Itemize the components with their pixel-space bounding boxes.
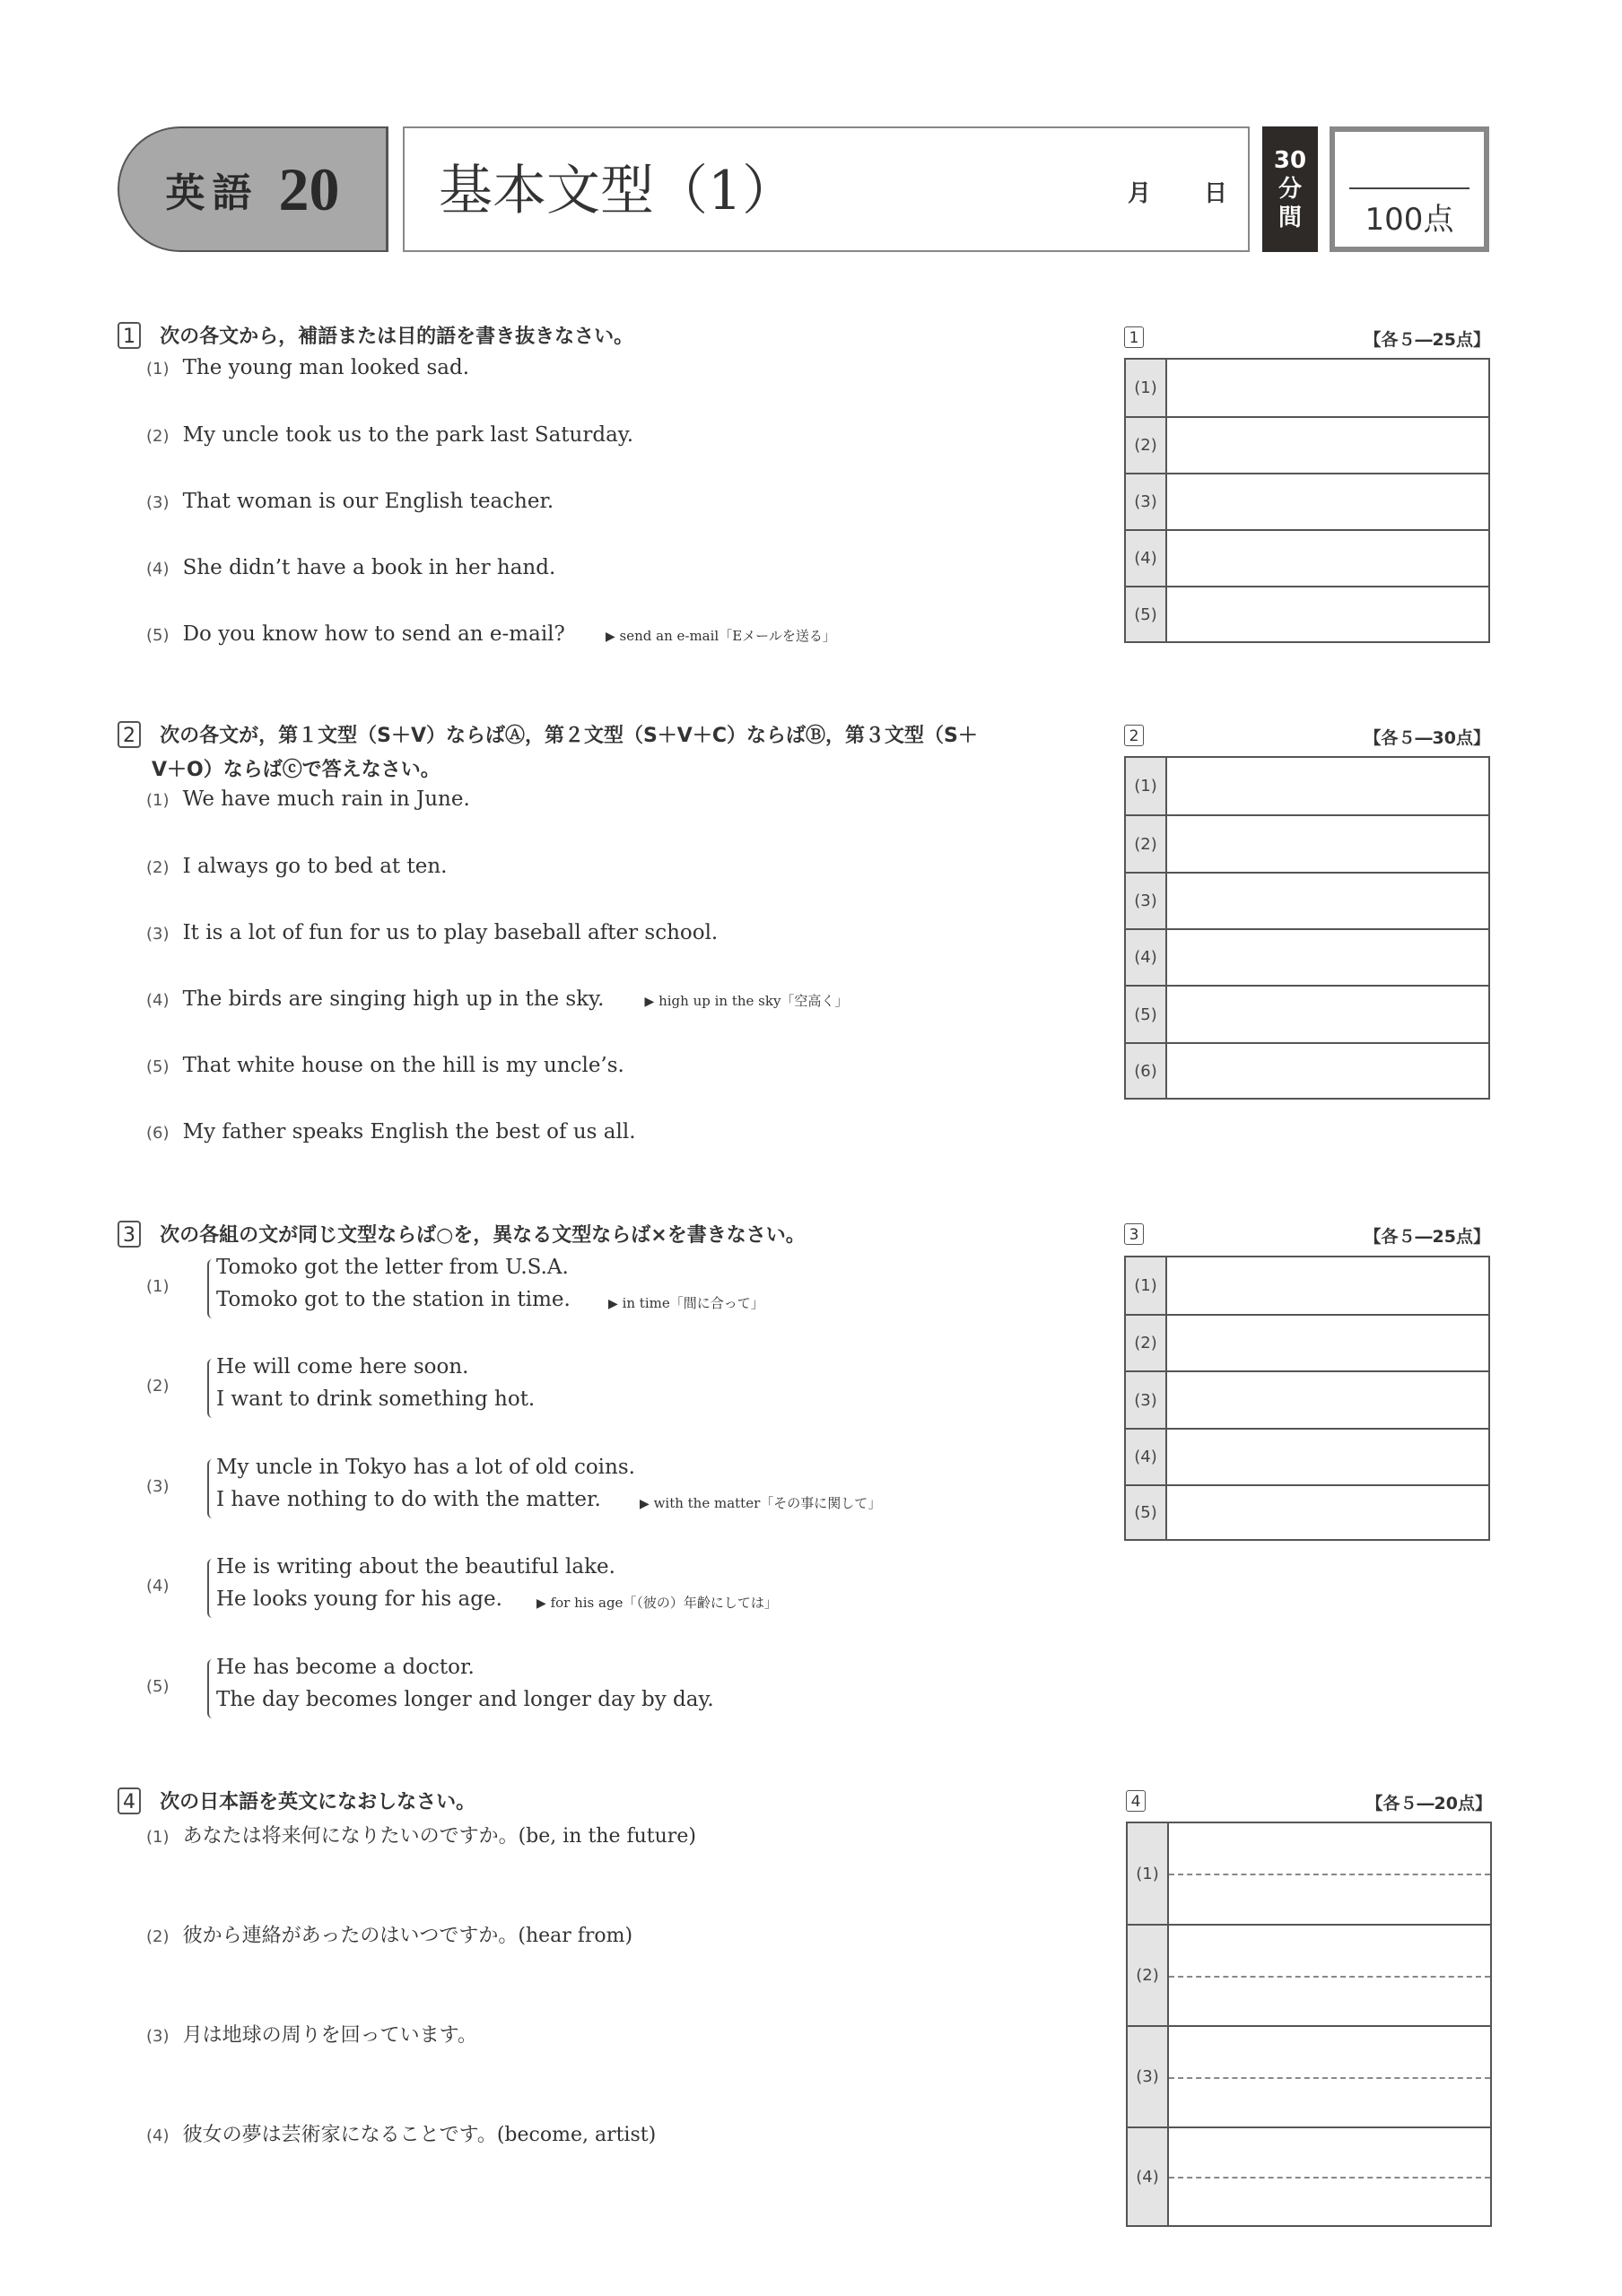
unit-number: 20 <box>278 154 340 223</box>
item-text: She didn’t have a book in her hand. <box>182 556 556 579</box>
item-number: (3) <box>146 1477 170 1496</box>
answer-field[interactable] <box>1167 1372 1488 1428</box>
time-limit-unit-2: 間 <box>1278 204 1302 231</box>
question-instruction-line-1: 次の各文が，第１文型（S＋V）ならばⒶ，第２文型（S＋V＋C）ならばⒷ，第３文型（S＋ <box>160 725 978 747</box>
answer-sheet-2-header <box>1124 725 1490 749</box>
time-limit-number: 30 <box>1273 147 1307 174</box>
answer-question-number: 4 <box>1126 1790 1146 1812</box>
vocabulary-note <box>606 628 836 644</box>
answer-row <box>1126 928 1488 985</box>
list-item <box>146 356 469 379</box>
answer-row <box>1126 1314 1488 1370</box>
list-item <box>146 855 447 878</box>
answer-field[interactable] <box>1167 1316 1488 1370</box>
row-label: (2) <box>1126 418 1167 473</box>
answer-row <box>1128 1823 1490 1924</box>
answer-field[interactable] <box>1167 1486 1488 1539</box>
row-label: (5) <box>1126 1486 1167 1539</box>
item-number: (5) <box>146 1677 170 1696</box>
question-4-header <box>118 1786 475 1820</box>
answer-field[interactable] <box>1167 360 1488 416</box>
sentence-line-1: He has become a doctor. <box>216 1656 475 1679</box>
subject-name: 英語 <box>165 170 259 216</box>
item-number: (1) <box>146 1828 170 1847</box>
vocabulary-note <box>645 993 849 1009</box>
item-number: (2) <box>146 1927 170 1946</box>
item-text: My father speaks English the best of us all. <box>182 1120 636 1144</box>
brace <box>207 1359 216 1418</box>
points-label: 【各５―25点】 <box>1364 1227 1490 1247</box>
answer-table-3 <box>1124 1256 1490 1541</box>
row-label: (4) <box>1126 1430 1167 1484</box>
answer-row <box>1126 1428 1488 1484</box>
row-label: (3) <box>1128 2027 1169 2126</box>
row-label: (1) <box>1126 360 1167 416</box>
brace <box>207 1459 216 1518</box>
item-text: 彼女の夢は芸術家になることです。(become, artist) <box>182 2124 657 2146</box>
list-item <box>146 1120 636 1144</box>
item-text: We have much rain in June. <box>182 787 470 811</box>
item-number: (4) <box>146 560 170 578</box>
item-text: My uncle took us to the park last Saturday. <box>182 423 634 447</box>
item-text: That woman is our English teacher. <box>182 490 554 513</box>
answer-field[interactable] <box>1167 1044 1488 1098</box>
question-instruction: 次の日本語を英文になおしなさい。 <box>160 1791 476 1813</box>
answer-table-4 <box>1126 1822 1492 2227</box>
row-label: (3) <box>1126 1372 1167 1428</box>
brace <box>207 1259 216 1318</box>
row-label: (2) <box>1126 816 1167 872</box>
vocabulary-note <box>640 1493 881 1512</box>
answer-row <box>1126 758 1488 814</box>
answer-row <box>1128 2126 1490 2225</box>
row-label: (4) <box>1126 531 1167 586</box>
item-number: (1) <box>146 791 170 810</box>
item-number: (6) <box>146 1124 170 1143</box>
sentence-line-2: The day becomes longer and longer day by day. <box>216 1688 714 1711</box>
row-label: (2) <box>1128 1926 1169 2025</box>
date-day-field[interactable]: 日 <box>1204 180 1228 207</box>
item-number: (1) <box>146 1277 170 1296</box>
list-item <box>146 921 718 944</box>
sentence-line-1: My uncle in Tokyo has a lot of old coins. <box>216 1456 635 1479</box>
note-text: high up in the sky「空高く」 <box>658 993 849 1009</box>
answer-row <box>1126 1042 1488 1098</box>
answer-field[interactable] <box>1169 2027 1490 2126</box>
triangle-marker-icon: ▶ <box>605 630 615 644</box>
answer-row <box>1126 985 1488 1042</box>
sentence-line-1: He will come here soon. <box>216 1355 469 1378</box>
date-month-field[interactable]: 月 <box>1128 180 1152 207</box>
answer-field[interactable] <box>1169 2128 1490 2225</box>
triangle-marker-icon: ▶ <box>644 995 655 1009</box>
triangle-marker-icon: ▶ <box>608 1297 618 1311</box>
note-text: in time「間に合って」 <box>622 1295 764 1311</box>
answer-field[interactable] <box>1169 1926 1490 2025</box>
note-text: send an e-mail「Eメールを送る」 <box>619 628 836 644</box>
brace <box>207 1659 216 1718</box>
answer-row <box>1126 586 1488 641</box>
subject-tab <box>118 126 388 252</box>
list-item <box>146 2020 477 2048</box>
list-item <box>146 622 836 646</box>
list-item <box>146 787 470 811</box>
title-box <box>403 126 1250 252</box>
item-number: (1) <box>146 360 170 378</box>
question-number-badge: 4 <box>118 1787 141 1814</box>
item-number: (5) <box>146 1057 170 1076</box>
item-number: (3) <box>146 925 170 944</box>
item-number: (3) <box>146 493 170 512</box>
vocabulary-note <box>608 1293 764 1312</box>
answer-row <box>1126 872 1488 928</box>
list-item <box>146 1920 632 1948</box>
item-number: (2) <box>146 427 170 446</box>
row-label: (5) <box>1126 587 1167 641</box>
question-number-badge: 1 <box>118 322 141 349</box>
row-label: (3) <box>1126 474 1167 529</box>
writing-guide-line <box>1169 1874 1490 1875</box>
item-text: 月は地球の周りを回っています。 <box>182 2024 477 2047</box>
row-label: (5) <box>1126 987 1167 1042</box>
item-text: I always go to bed at ten. <box>182 855 448 878</box>
answer-question-number: 1 <box>1124 326 1144 348</box>
score-total: 100点 <box>1365 202 1454 238</box>
row-label: (4) <box>1126 930 1167 985</box>
answer-row <box>1126 360 1488 416</box>
list-item <box>146 490 554 513</box>
answer-field[interactable] <box>1167 474 1488 529</box>
list-item <box>146 1821 696 1848</box>
answer-field[interactable] <box>1167 1430 1488 1484</box>
answer-row <box>1126 1370 1488 1428</box>
sentence-line-2: I have nothing to do with the matter. <box>216 1488 601 1511</box>
vocabulary-note <box>536 1593 778 1612</box>
list-item <box>146 1054 624 1077</box>
answer-table-1 <box>1124 358 1490 643</box>
answer-field[interactable] <box>1167 587 1488 641</box>
sentence-line-1: Tomoko got the letter from U.S.A. <box>216 1256 569 1279</box>
list-item <box>146 423 633 447</box>
triangle-marker-icon: ▶ <box>640 1497 650 1511</box>
time-limit-unit-1: 分 <box>1278 176 1302 203</box>
answer-sheet-3-header <box>1124 1223 1490 1248</box>
answer-question-number: 2 <box>1124 725 1144 746</box>
note-text: for his age「（彼の）年齢にしては」 <box>550 1595 778 1611</box>
answer-field[interactable] <box>1167 930 1488 985</box>
answer-row <box>1128 2025 1490 2126</box>
page-title: 基本文型（1） <box>439 160 797 222</box>
writing-guide-line <box>1169 1976 1490 1978</box>
answer-row <box>1126 1257 1488 1314</box>
sentence-line-2: I want to drink something hot. <box>216 1387 536 1411</box>
row-label: (4) <box>1128 2128 1169 2225</box>
row-label: (3) <box>1126 874 1167 928</box>
note-text: with the matter「その事に関して」 <box>653 1495 882 1511</box>
item-text: あなたは将来何になりたいのですか。(be, in the future) <box>182 1825 696 1848</box>
answer-field[interactable] <box>1167 987 1488 1042</box>
sentence-line-2: Tomoko got to the station in time. <box>216 1288 571 1311</box>
answer-sheet-1-header <box>1124 326 1490 351</box>
list-item <box>146 987 848 1011</box>
item-text: Do you know how to send an e-mail? <box>182 622 565 646</box>
answer-field[interactable] <box>1169 1823 1490 1924</box>
row-label: (1) <box>1126 758 1167 814</box>
question-2-header <box>118 719 1113 787</box>
question-1-header <box>118 320 633 354</box>
question-number-badge: 2 <box>118 721 141 748</box>
item-number: (4) <box>146 1577 170 1596</box>
answer-field[interactable] <box>1167 531 1488 586</box>
item-number: (2) <box>146 858 170 877</box>
item-text: The birds are singing high up in the sky. <box>182 987 605 1011</box>
answer-field[interactable] <box>1167 1257 1488 1314</box>
points-label: 【各５―25点】 <box>1364 330 1490 350</box>
question-3-header <box>118 1219 806 1253</box>
writing-guide-line <box>1169 2177 1490 2179</box>
item-number: (4) <box>146 991 170 1010</box>
answer-field[interactable] <box>1167 874 1488 928</box>
item-text: The young man looked sad. <box>182 356 469 379</box>
sentence-line-2: He looks young for his age. <box>216 1587 502 1611</box>
item-number: (2) <box>146 1377 170 1396</box>
points-label: 【各５―20点】 <box>1365 1794 1492 1813</box>
item-number: (5) <box>146 626 170 645</box>
answer-table-2 <box>1124 756 1490 1100</box>
points-label: 【各５―30点】 <box>1364 728 1490 748</box>
question-number-badge: 3 <box>118 1221 141 1248</box>
answer-row <box>1126 529 1488 586</box>
item-text: That white house on the hill is my uncle’s. <box>182 1054 624 1077</box>
answer-row <box>1126 1484 1488 1539</box>
answer-row <box>1126 814 1488 872</box>
triangle-marker-icon: ▶ <box>536 1596 546 1611</box>
question-instruction: 次の各文から，補語または目的語を書き抜きなさい。 <box>160 326 634 348</box>
item-number: (4) <box>146 2126 170 2145</box>
list-item <box>146 2119 656 2147</box>
row-label: (2) <box>1126 1316 1167 1370</box>
answer-question-number: 3 <box>1124 1223 1144 1245</box>
question-instruction-line-2: V＋O）ならばⓒで答えなさい。 <box>152 759 440 781</box>
row-label: (6) <box>1126 1044 1167 1098</box>
question-instruction: 次の各組の文が同じ文型ならば○を，異なる文型ならば×を書きなさい。 <box>160 1224 806 1247</box>
answer-sheet-4-header <box>1126 1790 1492 1814</box>
row-label: (1) <box>1126 1257 1167 1314</box>
score-divider <box>1349 187 1469 189</box>
item-text: It is a lot of fun for us to play baseball after school. <box>182 921 719 944</box>
writing-guide-line <box>1169 2077 1490 2079</box>
row-label: (1) <box>1128 1823 1169 1924</box>
time-limit-badge <box>1262 126 1318 252</box>
answer-field[interactable] <box>1167 816 1488 872</box>
answer-field[interactable] <box>1167 418 1488 473</box>
answer-row <box>1126 416 1488 473</box>
item-number: (3) <box>146 2027 170 2046</box>
answer-row <box>1128 1924 1490 2025</box>
sentence-line-1: He is writing about the beautiful lake. <box>216 1555 615 1578</box>
score-box[interactable] <box>1330 126 1489 252</box>
answer-field[interactable] <box>1167 758 1488 814</box>
answer-row <box>1126 473 1488 529</box>
item-text: 彼から連絡があったのはいつですか。(hear from) <box>182 1925 633 1947</box>
list-item <box>146 556 555 579</box>
brace <box>207 1559 216 1618</box>
